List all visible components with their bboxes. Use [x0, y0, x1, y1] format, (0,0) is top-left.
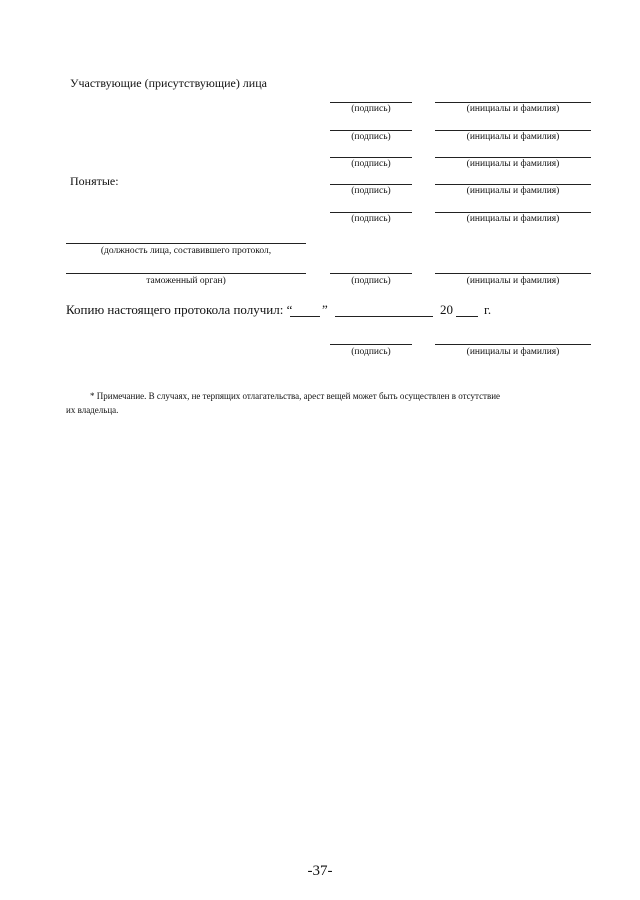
initials-caption: (инициалы и фамилия): [466, 214, 560, 224]
signature-line: [330, 184, 412, 185]
official-position-line: [66, 243, 306, 244]
participants-label: Участвующие (присутствующие) лица: [70, 76, 267, 90]
initials-line: [435, 184, 591, 185]
initials-caption: (инициалы и фамилия): [466, 159, 560, 169]
signature-caption: (подпись): [351, 159, 391, 169]
copy-month-line: [335, 316, 433, 317]
signature-caption: (подпись): [351, 276, 391, 286]
copy-quote-close: ”: [322, 302, 328, 317]
initials-line: [435, 212, 591, 213]
initials-line: [435, 344, 591, 345]
copy-year-suffix: г.: [484, 302, 492, 317]
signature-line: [330, 157, 412, 158]
initials-line: [435, 273, 591, 274]
initials-caption: (инициалы и фамилия): [466, 132, 560, 142]
signature-caption: (подпись): [351, 347, 391, 357]
copy-year-line: [456, 316, 478, 317]
signature-line: [330, 130, 412, 131]
copy-year-prefix: 20: [440, 302, 453, 317]
initials-caption: (инициалы и фамилия): [466, 186, 560, 196]
signature-line: [330, 344, 412, 345]
initials-caption: (инициалы и фамилия): [466, 276, 560, 286]
signature-caption: (подпись): [351, 186, 391, 196]
copy-received-label: Копию настоящего протокола получил: “: [66, 302, 293, 317]
initials-caption: (инициалы и фамилия): [466, 104, 560, 114]
signature-line: [330, 212, 412, 213]
footnote: [66, 389, 594, 417]
page-number: -37-: [307, 863, 333, 879]
initials-caption: (инициалы и фамилия): [466, 347, 560, 357]
signature-line: [330, 102, 412, 103]
footnote-line2: их владельца.: [66, 405, 119, 415]
footnote-line1: * Примечание. В случаях, не терпящих отлагательства, арест вещей может быть осуществлен в отсутствие: [90, 391, 501, 401]
signature-caption: (подпись): [351, 214, 391, 224]
initials-line: [435, 102, 591, 103]
official-authority-line: [66, 273, 306, 274]
signature-caption: (подпись): [351, 132, 391, 142]
official-caption-line2: таможенный орган): [146, 276, 226, 286]
copy-day-line: [290, 316, 320, 317]
initials-line: [435, 130, 591, 131]
witnesses-label: Понятые:: [70, 174, 119, 188]
signature-line: [330, 273, 412, 274]
initials-line: [435, 157, 591, 158]
signature-caption: (подпись): [351, 104, 391, 114]
official-caption-line1: (должность лица, составившего протокол,: [100, 246, 272, 256]
